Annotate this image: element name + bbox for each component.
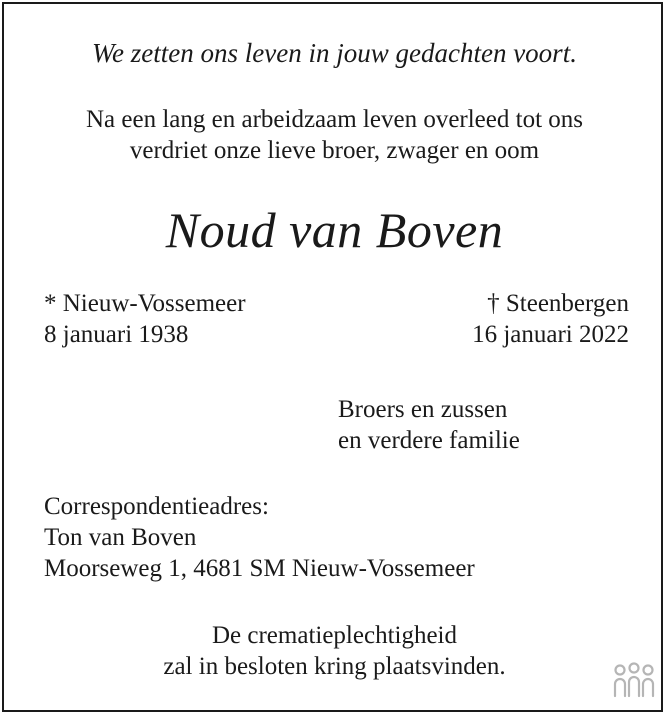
death-info	[472, 288, 629, 350]
birth-date: 8 januari 1938	[44, 321, 189, 348]
deceased-name: Noud van Boven	[165, 202, 504, 258]
correspondence-label: Correspondentieadres:	[44, 493, 269, 520]
family-line-2: en verdere familie	[338, 427, 520, 454]
birth-place: * Nieuw-Vossemeer	[44, 290, 246, 317]
family-signature	[338, 394, 520, 456]
intro-line-1: Na een lang en arbeidzaam leven overleed tot ons	[86, 106, 583, 133]
people-group-icon	[612, 662, 656, 700]
intro-text	[0, 104, 669, 166]
death-date: 16 januari 2022	[472, 321, 629, 348]
correspondence-name: Ton van Boven	[44, 524, 197, 551]
birth-info	[44, 288, 246, 350]
cremation-line-1: De crematieplechtigheid	[211, 622, 458, 649]
correspondence-street: Moorseweg 1, 4681 SM Nieuw-Vossemeer	[44, 555, 475, 582]
death-place: † Steenbergen	[487, 290, 629, 317]
correspondence-address	[44, 491, 475, 584]
cremation-notice	[0, 620, 669, 682]
intro-line-2: verdriet onze lieve broer, zwager en oom	[129, 137, 540, 164]
motto: We zetten ons leven in jouw gedachten voort.	[92, 38, 577, 68]
family-line-1: Broers en zussen	[338, 396, 508, 423]
cremation-line-2: zal in besloten kring plaatsvinden.	[163, 653, 506, 680]
